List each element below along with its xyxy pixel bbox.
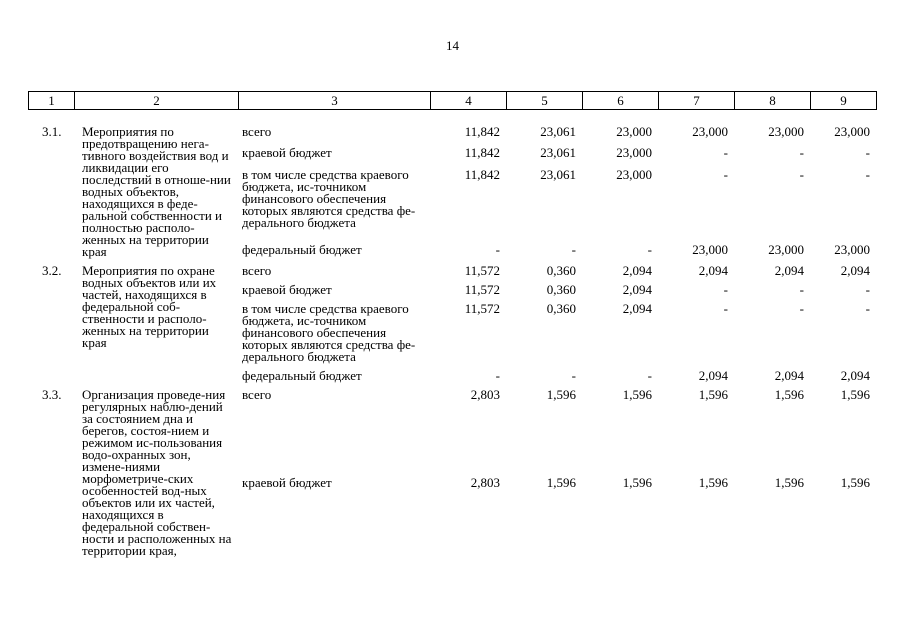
value-cell: 1,596 [698,387,728,402]
value-cell: 2,094 [774,368,804,383]
funding-source: федеральный бюджет [242,241,362,257]
item-number: 3.2. [42,263,62,278]
column-header: 6 [583,92,659,110]
value-cell: 2,094 [774,263,804,278]
funding-source: краевой бюджет [242,282,332,297]
table-row [28,123,876,144]
value-cell: 2,094 [840,263,870,278]
column-header: 5 [507,92,583,110]
funding-source: в том числе средства краевого бюджета, ис-точником финансового обеспечения которых являются средства фе-дерального бюджета [242,301,416,364]
funding-source: в том числе средства краевого бюджета, ис-точником финансового обеспечения которых являются средства фе-дерального бюджета [242,166,416,230]
value-cell: 1,596 [698,474,728,490]
value-cell: - [865,282,870,297]
item-name: Мероприятия по предотвращению нега-тивного воздействия вод и ликвидации его последствий в отноше-нии водных объектов, находящихся в феде-ральной собственности и полностью располо-женных на территории края [82,124,231,259]
value-cell: - [799,282,804,297]
page-number: 14 [446,38,459,53]
value-cell: 2,803 [470,387,500,402]
value-cell: - [647,368,652,383]
value-cell: 2,094 [622,282,652,297]
funding-source: всего [242,387,272,402]
value-cell: 11,572 [464,263,500,278]
value-cell: - [799,166,804,182]
column-header: 9 [811,92,877,110]
value-cell: 2,094 [622,301,652,316]
table-row [28,262,876,281]
value-cell: 1,596 [840,474,870,490]
value-cell: 23,000 [692,241,728,257]
column-number-header [28,91,877,110]
value-cell: - [723,166,728,182]
value-cell: 11,842 [464,124,500,139]
value-cell: 1,596 [546,474,576,490]
item-name: Мероприятия по охране водных объектов или их частей, находящихся в федеральной соб-ственности и располо-женных на территории края [82,263,217,350]
value-cell: 23,000 [616,124,652,139]
funding-source: краевой бюджет [242,474,332,490]
value-cell: 23,000 [834,124,870,139]
value-cell: 23,000 [616,145,652,161]
funding-source: краевой бюджет [242,145,332,161]
value-cell: 1,596 [622,474,652,490]
budget-table [28,123,876,561]
value-cell: - [495,241,500,257]
value-cell: - [571,241,576,257]
value-cell: - [723,301,728,316]
value-cell: 1,596 [840,387,870,402]
table-row [28,386,876,474]
funding-source: всего [242,124,272,139]
value-cell: - [799,145,804,161]
value-cell: 2,094 [698,263,728,278]
value-cell: 2,094 [698,368,728,383]
item-number: 3.1. [42,124,62,139]
column-header: 2 [75,92,239,110]
column-header: 4 [431,92,507,110]
value-cell: 23,000 [616,166,652,182]
value-cell: 1,596 [546,387,576,402]
value-cell: 1,596 [774,387,804,402]
value-cell: - [495,368,500,383]
item-number: 3.3. [42,387,62,402]
value-cell: 23,000 [834,241,870,257]
value-cell: 11,572 [464,301,500,316]
value-cell: - [647,241,652,257]
value-cell: 11,572 [464,282,500,297]
value-cell: 0,360 [546,282,576,297]
column-header: 8 [735,92,811,110]
value-cell: 1,596 [622,387,652,402]
value-cell: 23,061 [540,166,576,182]
value-cell: - [865,301,870,316]
value-cell: 2,803 [470,474,500,490]
funding-source: федеральный бюджет [242,368,362,383]
value-cell: 11,842 [464,166,500,182]
value-cell: - [865,166,870,182]
value-cell: 2,094 [622,263,652,278]
value-cell: 0,360 [546,301,576,316]
value-cell: 23,000 [692,124,728,139]
value-cell: 23,000 [768,124,804,139]
value-cell: 23,000 [768,241,804,257]
value-cell: - [571,368,576,383]
column-header: 1 [29,92,75,110]
funding-source: всего [242,263,272,278]
item-name: Организация проведе-ния регулярных наблю-дений за состоянием дна и берегов, состоя-нием и режимом ис-пользования водо-охранных зон, измене-ниями морфометриче-ских особенностей вод-ных объектов или их частей, находящихся в федеральной собствен-ности и расположенных на территории края, [82,387,232,558]
value-cell: 23,061 [540,124,576,139]
value-cell: - [865,145,870,161]
value-cell: 11,842 [464,145,500,161]
value-cell: 1,596 [774,474,804,490]
value-cell: - [723,282,728,297]
column-header: 3 [239,92,431,110]
value-cell: 2,094 [840,368,870,383]
value-cell: - [799,301,804,316]
column-header: 7 [659,92,735,110]
value-cell: 0,360 [546,263,576,278]
value-cell: 23,061 [540,145,576,161]
value-cell: - [723,145,728,161]
